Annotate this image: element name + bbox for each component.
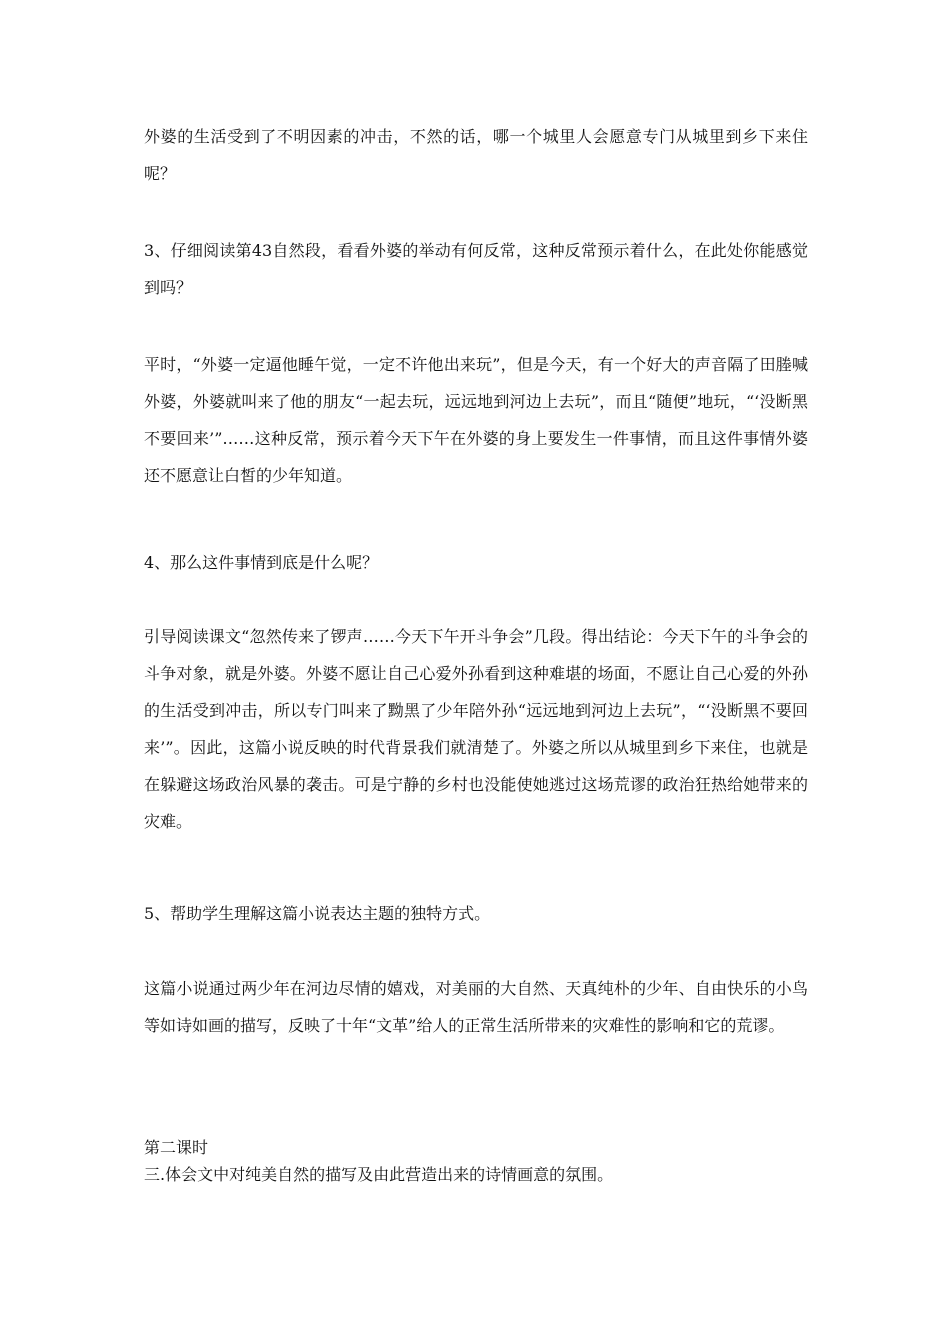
question-5: 5、帮助学生理解这篇小说表达主题的独特方式。 bbox=[144, 904, 491, 923]
section-label: 第二课时 bbox=[144, 1138, 209, 1157]
paragraph-3: 平时，“外婆一定逼他睡午觉，一定不许他出来玩”，但是今天，有一个好大的声音隔了田塍喊外婆，外婆就叫来了他的朋友“一起去玩，远远地到河边上去玩”，而且“随便”地玩，“‘没断黑不要回来’”……这种反常，预示着今天下午在外婆的身上要发生一件事情，而且这件事情外婆还不愿意让白皙的少年知道。 bbox=[144, 355, 808, 485]
paragraph-7: 这篇小说通过两少年在河边尽情的嬉戏，对美丽的大自然、天真纯朴的少年、自由快乐的小鸟等如诗如画的描写，反映了十年“文革”给人的正常生活所带来的灾难性的影响和它的荒谬。 bbox=[144, 979, 808, 1035]
question-4: 4、那么这件事情到底是什么呢？ bbox=[144, 553, 379, 572]
question-3: 3、仔细阅读第43自然段，看看外婆的举动有何反常，这种反常预示着什么，在此处你能感觉到吗？ bbox=[144, 241, 808, 297]
section-heading: 三.体会文中对纯美自然的描写及由此营造出来的诗情画意的氛围。 bbox=[144, 1165, 614, 1184]
paragraph-5: 引导阅读课文“忽然传来了锣声……今天下午开斗争会”几段。得出结论：今天下午的斗争会的斗争对象，就是外婆。外婆不愿让自己心爱外孙看到这种难堪的场面，不愿让自己心爱的外孙的生活受到冲击，所以专门叫来了黝黑了少年陪外孙“远远地到河边上去玩”，“‘没断黑不要回来’”。因此，这篇小说反映的时代背景我们就清楚了。外婆之所以从城里到乡下来住，也就是在躲避这场政治风暴的袭击。可是宁静的乡村也没能使她逃过这场荒谬的政治狂热给她带来的灾难。 bbox=[144, 627, 808, 831]
paragraph-1: 外婆的生活受到了不明因素的冲击，不然的话，哪一个城里人会愿意专门从城里到乡下来住呢？ bbox=[144, 127, 808, 183]
